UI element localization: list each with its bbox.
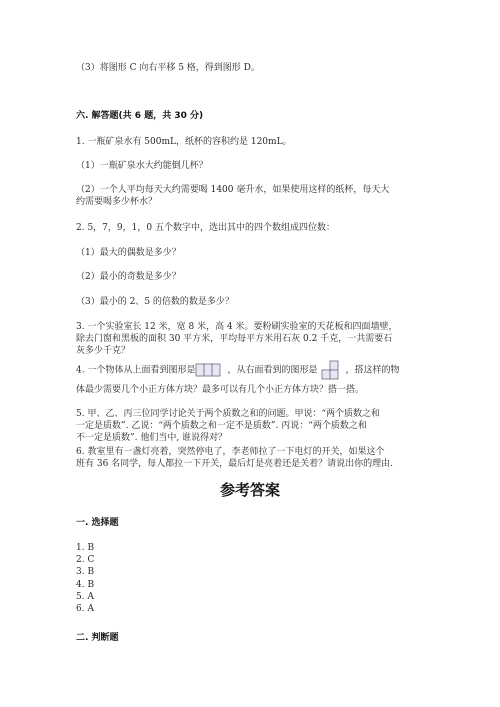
q4-line1 <box>76 360 399 380</box>
choice-answer: 6. A <box>76 604 94 614</box>
choice-answer: 4. B <box>76 580 95 590</box>
q3-line3: 灰多少千克？ <box>76 346 131 356</box>
q4-part1: 4. 一个物体从上面看到图形是 <box>76 365 196 376</box>
q6-line1: 6. 教室里有一盏灯亮着，突然停电了，李老师拉了一下电灯的开关，如果这个 <box>76 447 385 457</box>
q5-line2: 一定是质数”. 乙说：“两个质数之和一定不是质数”. 丙说：“两个质数之和 <box>76 421 367 431</box>
q1-sub1: （1）一瓶矿泉水大约能倒几杯？ <box>76 161 208 171</box>
choice-answer: 2. C <box>76 555 95 565</box>
q4-part3: ，搭这样的物 <box>345 365 400 376</box>
q1-stem: 1. 一瓶矿泉水有 500mL，纸杯的容积约是 120mL。 <box>76 137 292 147</box>
choice-answer: 1. B <box>76 543 95 553</box>
q2-stem: 2. 5，7，9，1，0 五个数字中，选出其中的四个数组成四位数： <box>76 223 335 233</box>
right-view-figure <box>321 360 339 380</box>
q3-line1: 3. 一个实验室长 12 米，宽 8 米，高 4 米。要粉刷实验室的天花板和四面墙壁， <box>76 322 398 332</box>
q5-line3: 不一定是质数”. 他们当中, 谁说得对？ <box>76 433 228 443</box>
q3-line2: 除去门窗和黑板的面积 30 平方米，平均每平方米用石灰 0.2 千克，一共需要石 <box>76 334 393 344</box>
q4-part2: ，从右面看到的图形是 <box>227 365 318 376</box>
q2-sub3: （3）最小的 2、5 的倍数的数是多少？ <box>76 297 234 307</box>
top-view-figure <box>195 363 221 377</box>
answers-section-2: 二. 判断题 <box>76 633 119 643</box>
q1-sub2-line2: 约需要喝多少杯水？ <box>76 197 158 207</box>
q5-line1: 5. 甲、乙、丙三位同学讨论关于两个质数之和的问题。甲说：“两个质数之和 <box>76 409 381 419</box>
choice-answer: 5. A <box>76 592 94 602</box>
choice-answer: 3. B <box>76 567 95 577</box>
q6-line2: 班有 36 名同学，每人都拉一下开关，最后灯是亮着还是关着？请说出你的理由. <box>76 459 394 469</box>
answers-title: 参考答案 <box>219 481 280 499</box>
q2-sub2: （2）最小的奇数是多少？ <box>76 272 181 282</box>
q2-sub1: （1）最大的偶数是多少？ <box>76 248 181 258</box>
previous-question-line: （3）将图形 C 向右平移 5 格，得到图形 D。 <box>76 63 260 73</box>
q1-sub2-line1: （2）一个人平均每天大约需要喝 1400 毫升水，如果使用这样的纸杯，每天大 <box>76 185 390 195</box>
q4-line2: 体最少需要几个小正方体方块？最多可以有几个小正方体方块？搭一搭。 <box>76 385 365 395</box>
answers-section-1: 一. 选择题 <box>76 518 119 528</box>
section-6-title: 六. 解答题(共 6 题，共 30 分) <box>76 111 204 121</box>
